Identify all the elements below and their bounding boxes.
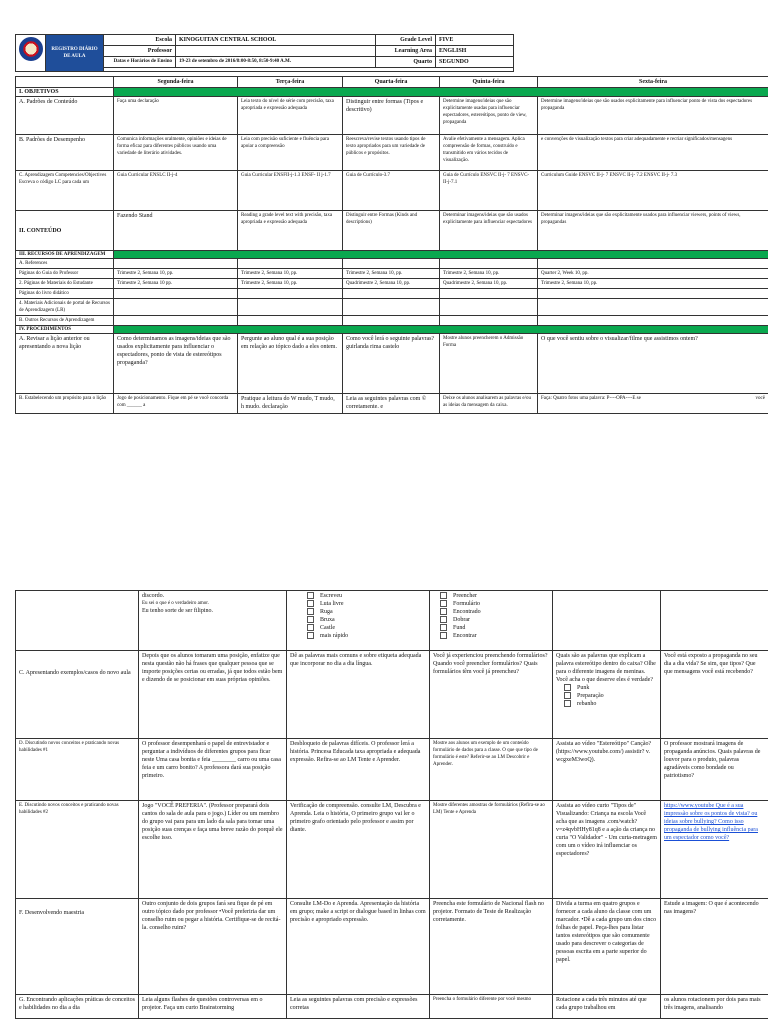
- checkbox-icon: [307, 600, 314, 607]
- lesson-table-page-1: [15, 76, 768, 414]
- d2-cell-1: Jogo "VOCÊ PREFERIA". (Professor preparará dois cantos do sala de aula para o jogo.) Líder ou um membro do grupo vai para para um lado da sala para tomar uma posição suas crenças e faça uma breve razão do porquê ele escolhe isso.: [139, 801, 287, 899]
- apr-cell-3: Você já experienciou preenchendo formulários? Quando você preencher formulários? Quais formulários têm você já preencheu?: [430, 651, 553, 739]
- rv-cell-5: O que você sentiu sobre o visualizar/filme que assistimos ontem?: [538, 334, 768, 394]
- pg-cell-3: Trimestre 2, Semana 10, pp.: [343, 269, 440, 279]
- rv-cell-1: Como determinamos as imagens/ideias que são usados explicitamente para influenciar o espectadores, ponto de vista de estereótipos propaganda?: [114, 334, 238, 394]
- pd-cell-4: Avalie efetivamente a mensagem. Aplica compreensão de formas, construído e transmitido em vários tecidos de visualização.: [440, 135, 538, 171]
- grade-value: FIVE: [436, 35, 514, 46]
- check-item: Escreveu: [307, 592, 426, 600]
- pg-cell-4: Trimestre 2, Semana 10, pp.: [440, 269, 538, 279]
- ct-cell-2: Reading a grade level text with precisão, taxa apropriada e expressão adequada: [238, 211, 343, 251]
- quarto-label: Quarto: [376, 57, 436, 68]
- ct-cell-1: Fazendo Stand: [114, 211, 238, 251]
- registro-title: REGISTRO DIÁRIO DE AULA: [46, 35, 104, 72]
- d1-cell-3: Mostre aos alunos um exemplo de um conteúdo formulário de dados para a classe. O que que tipo de formulário é este? Referir-se ao LM Descobrir e Aprender.: [430, 739, 553, 801]
- pc-cell-3: Distinguir entre formas (Tipos e descritivo): [343, 97, 440, 135]
- rv-cell-3: Como você lerá o seguinte palavras? guirlanda rima castelo: [343, 334, 440, 394]
- grade-label: Grade Level: [376, 35, 436, 46]
- es-cell-2: Pratique a leitura do W mudo, T mudo, h mudo. declaração: [238, 394, 343, 414]
- conteudo-heading: II. CONTEÚDO: [16, 211, 114, 251]
- encontrando-label: G. Encontrando aplicações práticas de conceitos e habilidades no dia a dia: [16, 995, 139, 1019]
- d2-cell-2: Verificação de compreensão. consulte LM, Descubra e Aprenda. Leia o história, O primeiro grupo vai ler o primeiro grafo orientado pelo professor e assim por diante.: [287, 801, 430, 899]
- word-checklist-b: [430, 591, 553, 651]
- pm-cell-3: Quadrimestre 2, Semana 10, pp.: [343, 279, 440, 289]
- en-cell-3: Preencha o formulário diferente por você mesmo: [430, 995, 553, 1019]
- d2-cell-3: Mostre diferentes amostras de formulários (Refira-se ao LM) Tente e Aprenda: [430, 801, 553, 899]
- en-cell-1: Leia alguns flashes de questões controversas em o projetor. Faça um curto Brainstorming: [139, 995, 287, 1019]
- en-cell-5: os alunos rotacionem por dois para mais três imagens, analisando: [661, 995, 768, 1019]
- header-table: [15, 34, 514, 72]
- pc-cell-1: Faça uma declaração: [114, 97, 238, 135]
- day-header-3: Quarta-feira: [343, 77, 440, 88]
- cont-line-3: Eu tenho sorte de ser filipino.: [142, 608, 213, 614]
- es-cell-1: Jogo de posicionamento. Fique em pé se você concorda com ______ a: [114, 394, 238, 414]
- pg-cell-2: Trimestre 2, Semana 10, pp.: [238, 269, 343, 279]
- discutindo1-label: D. Discutindo novos conceitos e praticando novas habilidades #1: [16, 739, 139, 801]
- ap-cell-1: Guia Curricular ENSLC II-j-4: [114, 171, 238, 211]
- d2-cell-5: [661, 801, 768, 899]
- discutindo2-label: E. Discutindo novos conceitos e praticando novas habilidades #2: [16, 801, 139, 899]
- pm-cell-4: Quadrimestre 2, Semana 10, pp.: [440, 279, 538, 289]
- checkbox-icon: [307, 624, 314, 631]
- check-item: Encontrado: [440, 608, 549, 616]
- dm-cell-2: Consulte LM-Do e Aprenda. Apresentação da história em grupo; make a script or dialogue based in linhas com precisão e apropriado expressão.: [287, 899, 430, 995]
- day-header-5: Sexta-feira: [538, 77, 768, 88]
- check-item: Encontrar: [440, 632, 549, 640]
- d1-cell-4: Assista ao vídeo "Estereótipo" Canção? (https://www.youtube.com/) assistir? v. wcgxeM3woQ).: [553, 739, 661, 801]
- check-item: Dobrar: [440, 616, 549, 624]
- estabelecendo-label: B. Estabelecendo um propósito para o lição: [16, 394, 114, 414]
- professor-label: Professor: [104, 46, 176, 57]
- word-checklist-a: [287, 591, 430, 651]
- check-item: Luta livre: [307, 600, 426, 608]
- references-label: A. References: [16, 259, 114, 269]
- es-cell-5: [538, 394, 768, 414]
- green-band: [114, 88, 768, 97]
- ct-cell-4: Determinar imagens/ideias que são usados explicitamente para influenciar espectadores: [440, 211, 538, 251]
- professor-value: [176, 46, 376, 57]
- pc-cell-5: Determine imagens/ideias que são usados explicitamente para influenciar ponto de vista dos espectadores propaganda: [538, 97, 768, 135]
- checkbox-icon: [564, 684, 571, 691]
- paginas-guia-label: Páginas do Guia do Professor: [16, 269, 114, 279]
- padroes-desempenho-label: B. Padrões de Desempenho: [16, 135, 114, 171]
- apr-cell-2: Dê as palavras mais comuns e sobre etiqueta adequada que incorporar no dia a dia língua.: [287, 651, 430, 739]
- revisar-label: A. Revisar a lição anterior ou apresentando a nova lição: [16, 334, 114, 394]
- day-header-2: Terça-feira: [238, 77, 343, 88]
- check-item: Castle: [307, 624, 426, 632]
- checkbox-icon: [564, 700, 571, 707]
- objetivos-heading: I. OBJETIVOS: [16, 88, 114, 97]
- rv-cell-2: Pergunte ao aluno qual é a sua posição em relação ao tópico dado a eles ontem.: [238, 334, 343, 394]
- lesson-log-page-1: [15, 34, 768, 414]
- apr-cell-4-text: Quais são as palavras que explicam a palavra estereótipo dentro do caixa? Olhe para o diferente imagens de meninas. Você acha o que deserve eles é verdade?: [556, 653, 656, 683]
- checkbox-icon: [307, 608, 314, 615]
- continuation-cell: [139, 591, 287, 651]
- pm-cell-2: Trimestre 2, Semana 10, pp.: [238, 279, 343, 289]
- apr-cell-4: [553, 651, 661, 739]
- pd-cell-5: e convenções de visualização textos para criar adequadamente e recriar significados/mensagens: [538, 135, 768, 171]
- checkbox-icon: [440, 608, 447, 615]
- check-item: Preencher: [440, 592, 549, 600]
- es-cell-5-text: Faça: Quatro fotos uma palavra: P----OPA----E se: [541, 396, 641, 401]
- checkbox-icon: [307, 632, 314, 639]
- pg-cell-1: Trimestre 2, Semana 10, pp.: [114, 269, 238, 279]
- check-item: Fund: [440, 624, 549, 632]
- padroes-conteudo-label: A. Padrões de Conteúdo: [16, 97, 114, 135]
- ap-cell-5: Curriculum Guide ENSVC II-j- 7 ENSVC II-j- 7.2 ENSVC II-j- 7.3: [538, 171, 768, 211]
- datas-label: Datas e Horários de Ensino: [104, 57, 176, 68]
- rv-cell-4: Mostre alunos preencherem o Admissão Forma: [440, 334, 538, 394]
- checkbox-icon: [440, 632, 447, 639]
- d1-cell-5: O professor mostrará imagens de propaganda anúncios. Quais palavras de louvor para o produto, palavras agradáveis como bondade ou patriotismo?: [661, 739, 768, 801]
- en-cell-4: Rotacione a cada três minutos até que cada grupo trabalhou em: [553, 995, 661, 1019]
- dm-cell-4: Divida a turma em quatro grupos e fornecer a cada aluno da classe com um marcador. •Dê a cada grupo um dos cinco folhas de papel. Peça-lhes para listar tantos estereótipos que são comumente usado para descrever o categorias de pessoas escrita em a parte superior do papel.: [553, 899, 661, 995]
- quarto-value: SEGUNDO: [436, 57, 514, 68]
- pc-cell-2: Leia texto do nível de série com precisão, taxa apropriada e expressão adequada: [238, 97, 343, 135]
- cont-line-1: discordo.: [142, 593, 165, 599]
- d1-cell-1: O professor desempenhará o papel de entrevistador e perguntar a indivíduos de diferentes grupos para ficar neste Uma casa bonita e feia ________ carro ou uma casa feia e um carro bonito? A professora dará sua posição primeiro.: [139, 739, 287, 801]
- aprendizagem-label: C. Aprendizagem Competencies/Objectives Escreva o código LC para cada um: [16, 171, 114, 211]
- checkbox-icon: [307, 592, 314, 599]
- pd-cell-1: Comunica informações oralmente, opiniões e ideias de forma eficaz para diferentes públicos usando uma variedade de literário atividades.: [114, 135, 238, 171]
- check-item: Punk: [556, 684, 657, 692]
- ct-cell-5: Determinar imagens/ideias que são explicitamente usados para influenciar viewers, points of views, propagandas: [538, 211, 768, 251]
- cont-line-2: Eu sei o que é o verdadeiro amor.: [142, 601, 209, 606]
- lesson-log-page-2: [15, 590, 768, 1019]
- apresentando-label: C. Apresentando exemplos/casos do novo aula: [16, 651, 139, 739]
- escola-value: KINOGUITAN CENTRAL SCHOOL: [176, 35, 376, 46]
- check-item: Formulário: [440, 600, 549, 608]
- dm-cell-1: Outro conjunto de dois grupos fará seu fique de pé em outro tópico dado por professor •Você preferiria dar um conselho ruim ou pegar a história. Certifique-se de recitá-la. conselho ruim?: [139, 899, 287, 995]
- checkbox-icon: [440, 600, 447, 607]
- day-header-1: Segunda-feira: [114, 77, 238, 88]
- youtube-link[interactable]: https://www.youtube Que é a sua impressão sobre os pontos de vista? ou ideias sobre bullying? Como isso propaganda de bullying influência para um espectador como você?: [664, 803, 758, 841]
- d1-cell-2: Desbloqueio de palavras difíceis. O professor lerá a história. Princesa Educada taxa apropriada e adequada expressão. Refira-se ao LM Tente e Aprender.: [287, 739, 430, 801]
- escola-label: Escola: [104, 35, 176, 46]
- outros-recursos-label: B. Outros Recursos de Aprendizagem: [16, 316, 114, 326]
- en-cell-2: Leia as seguintes palavras com precisão e expressões corretas: [287, 995, 430, 1019]
- learning-value: ENGLISH: [436, 46, 514, 57]
- apr-cell-5: Você está exposto a propaganda no seu dia a dia vida? Se sim, que tipos? Que que mensagens você está recebendo?: [661, 651, 768, 739]
- apr-cell-1: Depois que os alunos tomaram uma posição, enfatize que nesta questão não há frases que qualquer pessoa que se importe posições certas ou erradas, já que todos estão bem e dizendo de se posicionar em suas próprias opiniões.: [139, 651, 287, 739]
- d2-cell-4: Assista ao vídeo curto "Tipos de" Visualizando: Criança na escola Você acha que as imagens .com/watch?v=z4qvbHHy81q8 e a ação da criança no curta "O Validador" - Um curta-metragem com um o vídeo irá influenciar os espectadores?: [553, 801, 661, 899]
- checkbox-icon: [564, 692, 571, 699]
- school-seal-icon: [19, 37, 43, 61]
- checkbox-icon: [440, 616, 447, 623]
- checkbox-icon: [307, 616, 314, 623]
- pc-cell-4: Determine imagens/ideias que são explicitamente usadas para influenciar espectadores, estereótipos, ponto de view, propaganda: [440, 97, 538, 135]
- pm-cell-5: Trimestre 2, Semana 10, pp.: [538, 279, 768, 289]
- check-item: Preparação: [556, 692, 657, 700]
- day-header-4: Quinta-feira: [440, 77, 538, 88]
- check-item: Ruga: [307, 608, 426, 616]
- ct-cell-3: Distinguir entre Formas (Kinds and descriptions): [343, 211, 440, 251]
- pm-cell-1: Trimestre 2, Semana 10 pp.: [114, 279, 238, 289]
- desenvolvendo-label: F. Desenvolvendo maestria: [16, 899, 139, 995]
- checkbox-icon: [440, 624, 447, 631]
- checkbox-icon: [440, 592, 447, 599]
- paginas-material-label: 2. Páginas de Materiais do Estudante: [16, 279, 114, 289]
- school-seal-cell: [16, 35, 46, 72]
- dm-cell-3: Preencha este formulário de Nacional flash no projetor. Formato de Teste de Realização corretamente.: [430, 899, 553, 995]
- ap-cell-4: Guia de Currículo ENSVC II-j- 7 ENSVC-II-j-7.1: [440, 171, 538, 211]
- datas-value: 19-23 de setembro de 2016/8:00-8:50, 8:50-9:40 A.M.: [176, 57, 376, 68]
- lesson-table-page-2: [15, 590, 768, 1019]
- learning-label: Learning Area: [376, 46, 436, 57]
- dm-cell-5: Estude a imagem: O que é acontecendo nas imagens?: [661, 899, 768, 995]
- pd-cell-2: Leia com precisão suficiente e fluência para apoiar a compreensão: [238, 135, 343, 171]
- recursos-heading: III. RECURSOS DE APRENDIZAGEM: [16, 251, 114, 259]
- check-item: mais rápido: [307, 632, 426, 640]
- procedimentos-heading: IV. PROCEDIMENTOS: [16, 326, 114, 334]
- ap-cell-2: Guia Curricular ENSFII-j-1.3 ENSF- II j-1.7: [238, 171, 343, 211]
- ap-cell-3: Guia de Currículo-3.7: [343, 171, 440, 211]
- pg-cell-5: Quarter 2, Week 10, pp.: [538, 269, 768, 279]
- paginas-livro-label: Páginas do livro didático: [16, 289, 114, 299]
- es-cell-3: Leia as seguintes palavras com © corretamente. e: [343, 394, 440, 414]
- check-item: rebanho: [556, 700, 657, 708]
- es-cell-4: Deixe os alunos analisarem as palavras e/ou as ideias da mensagem da caixa.: [440, 394, 538, 414]
- materiais-adicionais-label: 4. Materiais Adicionais de portal de Recursos de Aprendizagem (LR): [16, 299, 114, 316]
- check-item: Bruxa: [307, 616, 426, 624]
- es-cell-5-extra: você: [755, 396, 765, 401]
- pd-cell-3: Reescreva/revise textos usando tipos de texto apropriados para um variedade de públicos e propósitos.: [343, 135, 440, 171]
